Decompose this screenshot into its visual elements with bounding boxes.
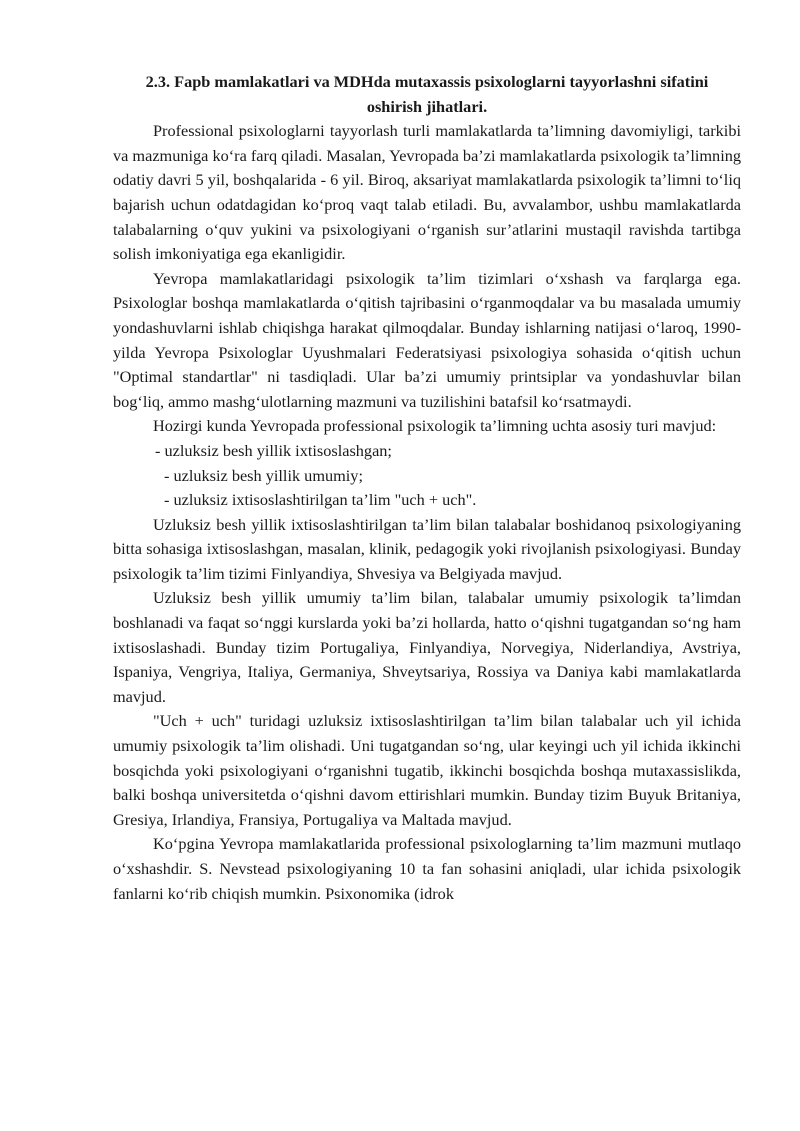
paragraph-1: Professional psixologlarni tayyorlash turli mamlakatlarda ta’limning davomiyligi, tarkibi va mazmuniga ko‘ra farq qiladi. Masalan, Yevropada ba’zi mamlakatlarda psixologik ta’limning odatiy davri 5 yil, boshqalarida - 6 yil. Biroq, aksariyat mamlakatlarda psixologik ta’limni to‘liq bajarish uchun odatdagidan ko‘proq vaqt talab etiladi. Bu, avvalambor, ushbu mamlakatlarda talabalarning o‘quv yukini va psixologiyani o‘rganish sur’atlarini mustaqil ravishda tartibga solish imkoniyatiga ega ekanligidir.	[113, 121, 741, 264]
education-types-list	[113, 439, 741, 513]
paragraph-4: Uzluksiz besh yillik ixtisoslashtirilgan ta’lim bilan talabalar boshidanoq psixologiyaning bitta sohasiga ixtisoslashgan, masalan, klinik, pedagogik yoki rivojlanish psixologiyasi. Bunday psixologik ta’lim tizimi Finlyandiya, Shvesiya va Belgiyada mavjud.	[113, 514, 741, 583]
paragraph-3: Hozirgi kunda Yevropada professional psixologik ta’limning uchta asosiy turi mavjud:	[153, 416, 717, 436]
list-item: - uzluksiz besh yillik umumiy;	[164, 465, 363, 485]
list-item: - uzluksiz besh yillik ixtisoslashgan;	[155, 440, 392, 460]
paragraph-6: "Uch + uch" turidagi uzluksiz ixtisoslashtirilgan ta’lim bilan talabalar uch yil ichida umumiy psixologik ta’lim olishadi. Uni tugatgandan so‘ng, ular keyingi uch yil ichida ikkinchi bosqichda yoki psixologiyani o‘rganishni tugatib, ikkinchi bosqichda boshqa mutaxassislikda, balki boshqa universitetda o‘qishni davom ettirishlari mumkin. Bunday tizim Buyuk Britaniya, Gresiya, Irlandiya, Fransiya, Portugaliya va Maltada mavjud.	[113, 711, 741, 829]
paragraph-2: Yevropa mamlakatlaridagi psixologik ta’lim tizimlari o‘xshash va farqlarga ega. Psixologlar boshqa mamlakatlarda o‘qitish tajribasini o‘rganmoqdalar va bu masalada umumiy yondashuvlarni ishlab chiqishga harakat qilmoqdalar. Bunday ishlarning natijasi o‘laroq, 1990-yilda Yevropa Psixologlar Uyushmalari Federatsiyasi psixologiya sohasida o‘qitish uchun "Optimal standartlar" ni tasdiqladi. Ular ba’zi umumiy printsiplar va yondashuvlar bilan bog‘liq, ammo mashg‘ulotlarning mazmuni va tuzilishini batafsil ko‘rsatmaydi.	[113, 268, 741, 411]
section-title: 2.3. Fapb mamlakatlari va MDHda mutaxassis psixologlarni tayyorlashni sifatini oshirish jihatlari.	[145, 72, 709, 116]
paragraph-5: Uzluksiz besh yillik umumiy ta’lim bilan, talabalar umumiy psixologik ta’limdan boshlanadi va faqat so‘nggi kurslarda yoki ba’zi hollarda, hatto o‘qishni tugatgandan so‘ng ham ixtisoslashadi. Bunday tizim Portugaliya, Finlyandiya, Norvegiya, Niderlandiya, Avstriya, Ispaniya, Vengriya, Italiya, Germaniya, Shveytsariya, Rossiya va Daniya kabi mamlakatlarda mavjud.	[113, 588, 741, 706]
document-page	[113, 70, 741, 906]
paragraph-7: Ko‘pgina Yevropa mamlakatlarida professional psixologlarning ta’lim mazmuni mutlaqo o‘xshashdir. S. Nevstead psixologiyaning 10 ta fan sohasini aniqladi, ular ichida psixologik fanlarni ko‘rib chiqish mumkin. Psixonomika (idrok	[113, 834, 741, 903]
list-item: - uzluksiz ixtisoslashtirilgan ta’lim "uch + uch".	[164, 490, 477, 510]
